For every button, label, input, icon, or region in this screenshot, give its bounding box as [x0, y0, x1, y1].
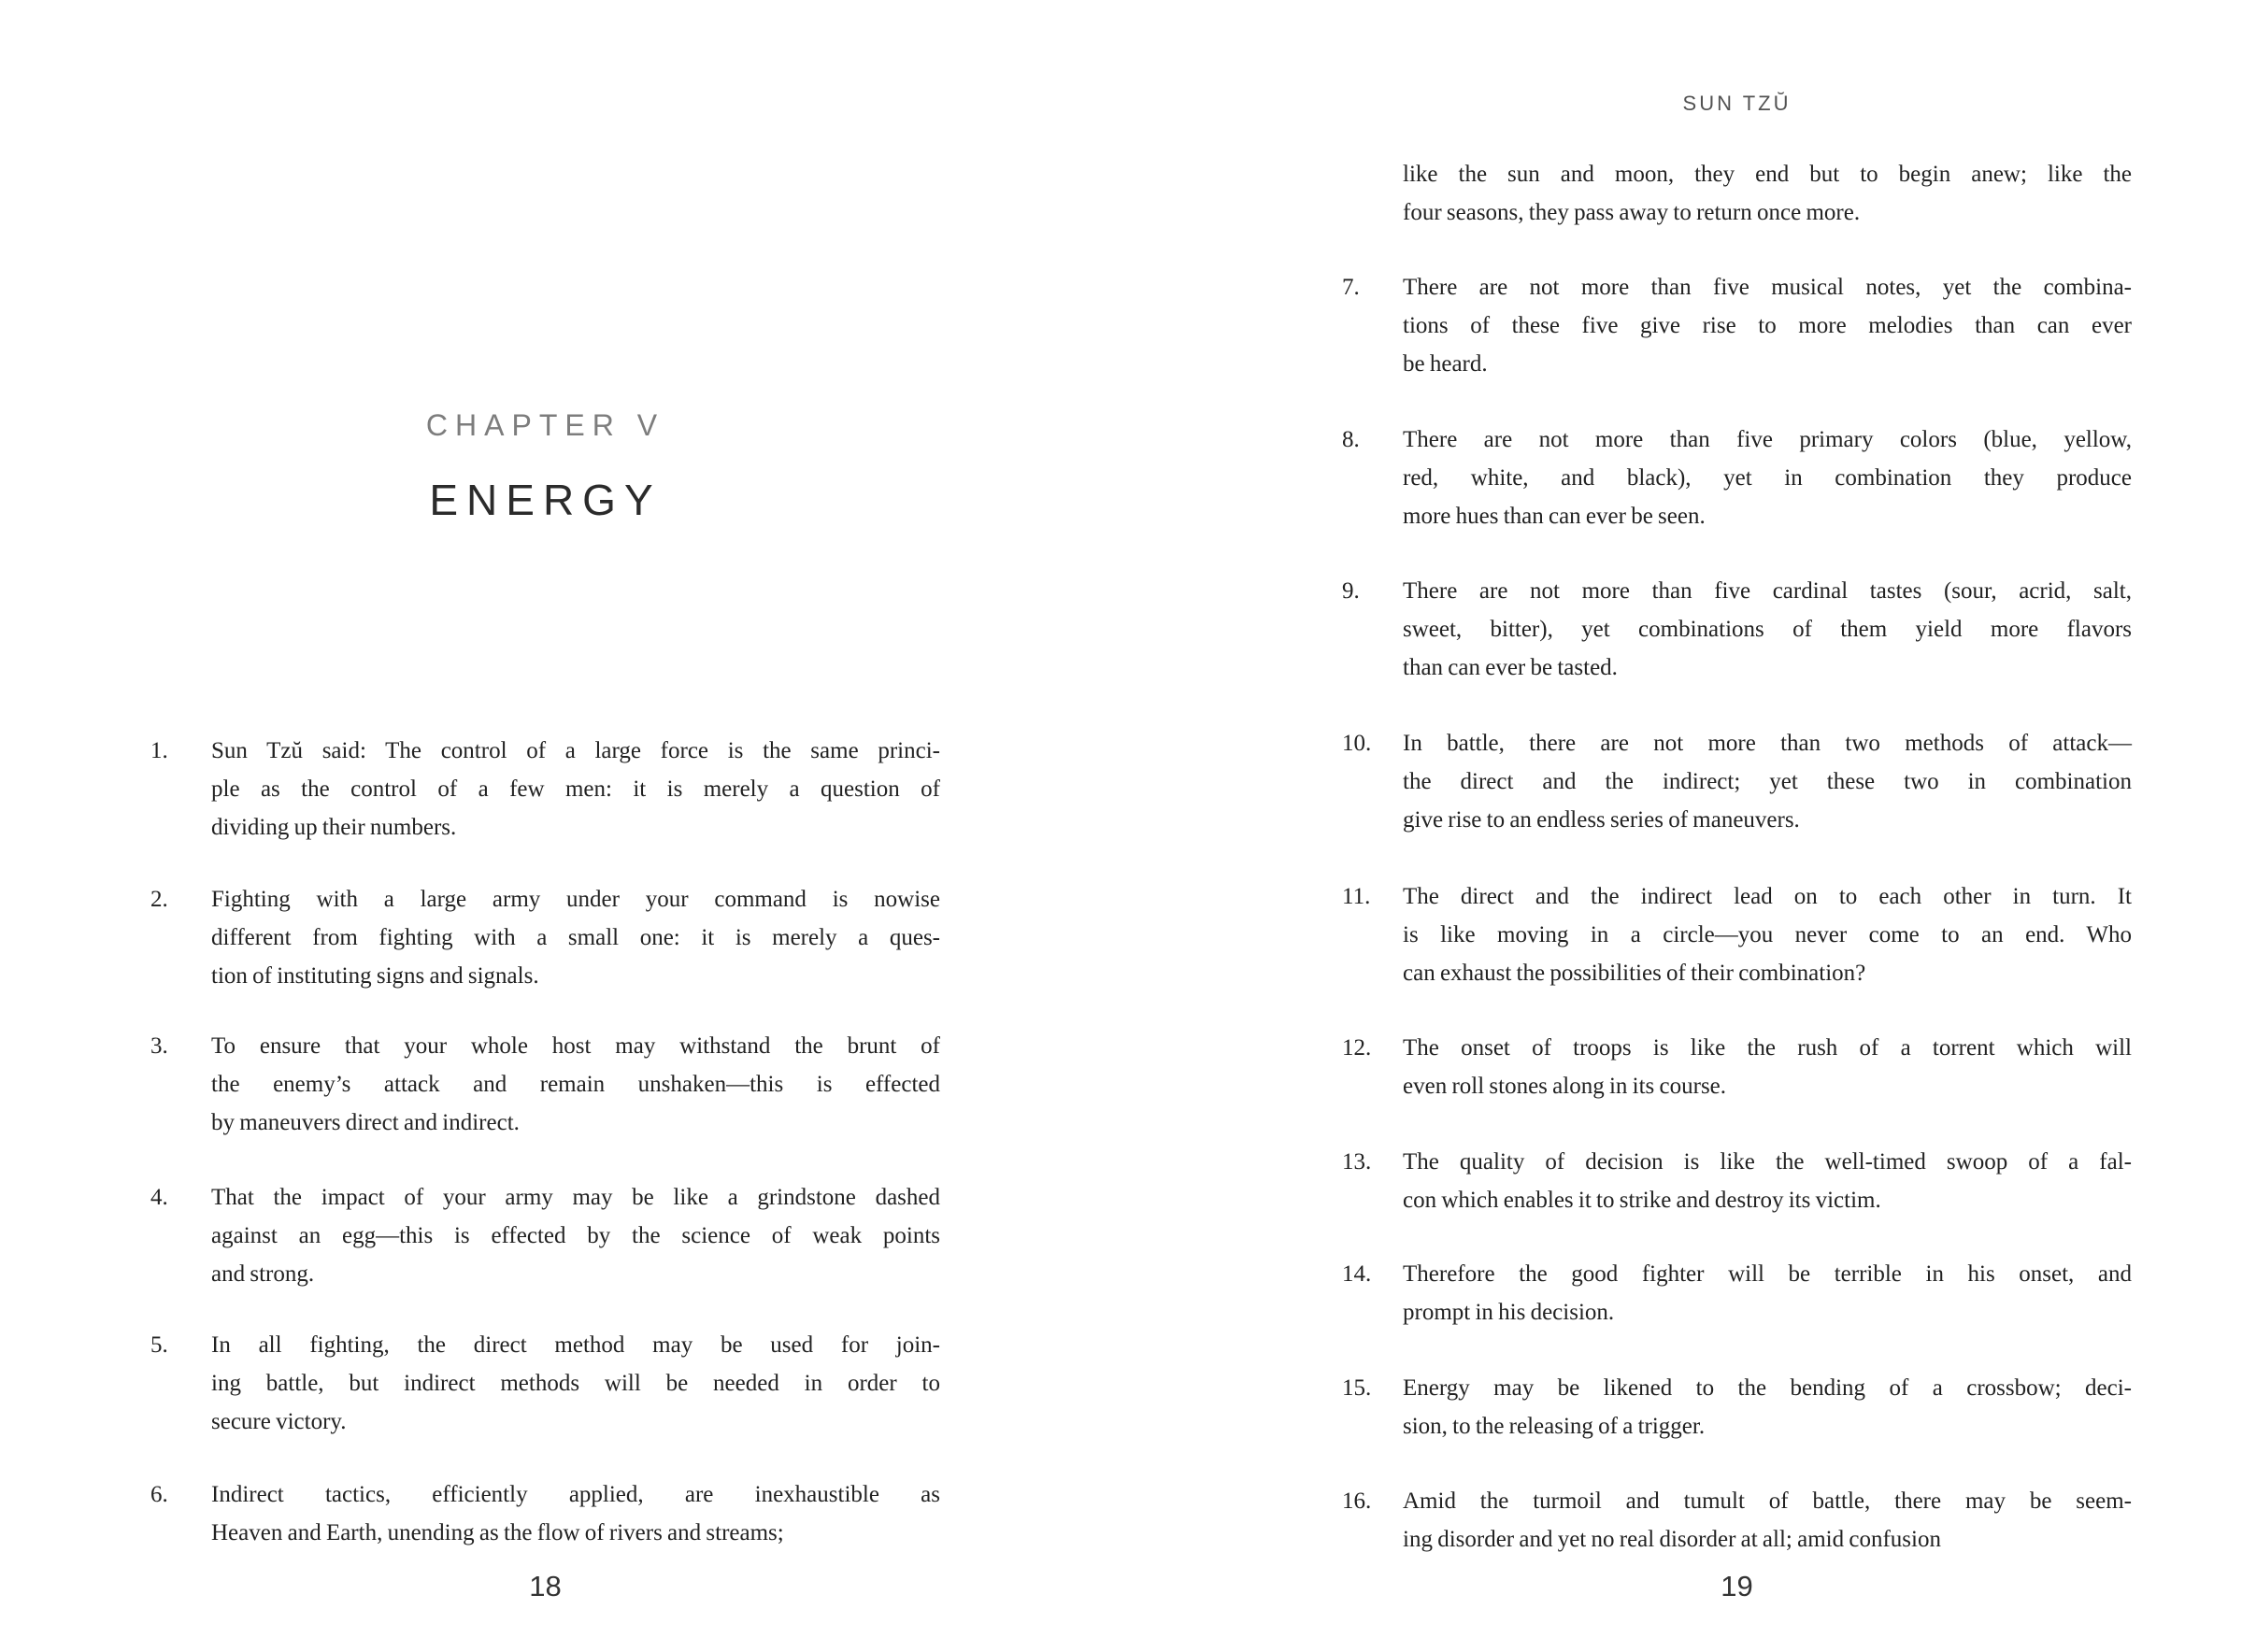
verse-number: 8.	[1342, 427, 1360, 452]
verse-text: Therefore the good fighter will be terrible in his onset, and prompt in his decision.	[1403, 1261, 2132, 1325]
verse-number: 10.	[1342, 731, 1372, 756]
verse-text: There are not more than five cardinal tastes (sour, acrid, salt, sweet, bitter), yet combinations of them yield more flavors than can ever be tasted.	[1403, 578, 2132, 680]
verse-text: That the impact of your army may be like a grindstone dashed against an egg—this is effected by the science of weak points and strong.	[211, 1185, 940, 1287]
verse-text: Fighting with a large army under your command is nowise different from fighting with a small one: it is merely a ques- tion of instituting signs and signals.	[211, 887, 940, 989]
verse-number: 7.	[1342, 275, 1360, 300]
verse-number: 1.	[150, 738, 168, 763]
verse-text: Energy may be likened to the bending of a crossbow; deci- sion, to the releasing of a trigger.	[1403, 1375, 2132, 1439]
verse-item-11	[1342, 877, 2132, 992]
page-number-left: 18	[529, 1570, 562, 1602]
verse-text: There are not more than five primary colors (blue, yellow, red, white, and black), yet in combination they produce more hues than can ever be seen.	[1403, 427, 2132, 529]
verse-number: 11.	[1342, 884, 1371, 909]
verse-number: 15.	[1342, 1375, 1372, 1401]
verse-item-10	[1342, 724, 2132, 839]
verse-text: Amid the turmoil and tumult of battle, there may be seem- ing disorder and yet no real disorder at all; amid confusion	[1403, 1488, 2132, 1552]
verse-number: 13.	[1342, 1149, 1372, 1175]
verse-text: In battle, there are not more than two methods of attack— the direct and the indirect; yet these two in combination give rise to an endless series of maneuvers.	[1403, 731, 2132, 833]
verse-item-1	[150, 732, 940, 847]
verse-text: Sun Tzŭ said: The control of a large force is the same princi- ple as the control of a few men: it is merely a question of dividing up their numbers.	[211, 738, 940, 840]
verse-text: There are not more than five musical notes, yet the combina- tions of these five give rise to more melodies than can ever be heard.	[1403, 275, 2132, 377]
verse-item-4	[150, 1178, 940, 1293]
verse-number: 16.	[1342, 1488, 1372, 1514]
verse-item-8	[1342, 420, 2132, 535]
verse-item-15	[1342, 1369, 2132, 1446]
verse-number: 5.	[150, 1332, 168, 1358]
verse-number: 4.	[150, 1185, 168, 1210]
verse-item-16	[1342, 1482, 2132, 1559]
verse-item-2	[150, 880, 940, 995]
verse-text: The quality of decision is like the well-timed swoop of a fal- con which enables it to strike and destroy its victim.	[1403, 1149, 2132, 1213]
verse-text: Indirect tactics, efficiently applied, are inexhaustible as Heaven and Earth, unending as the flow of rivers and streams;	[211, 1482, 940, 1545]
verse-item-5	[150, 1326, 940, 1441]
verse-continuation	[1342, 155, 2132, 232]
left-page	[150, 0, 940, 1652]
verse-number: 2.	[150, 887, 168, 912]
right-page	[1342, 0, 2132, 1652]
verse-number: 14.	[1342, 1261, 1372, 1287]
running-header: SUN TZŬ	[1682, 92, 1792, 115]
verse-number: 12.	[1342, 1035, 1372, 1061]
verse-item-7	[1342, 268, 2132, 383]
chapter-title: ENERGY	[429, 476, 662, 524]
verse-number: 9.	[1342, 578, 1360, 604]
verse-item-3	[150, 1027, 940, 1142]
verse-text: To ensure that your whole host may withstand the brunt of the enemy’s attack and remain unshaken—this is effected by maneuvers direct and indirect.	[211, 1033, 940, 1135]
verse-item-14	[1342, 1255, 2132, 1332]
verse-text: In all fighting, the direct method may be used for join- ing battle, but indirect methods will be needed in order to secure victory.	[211, 1332, 940, 1434]
verse-text: like the sun and moon, they end but to begin anew; like the four seasons, they pass away to return once more.	[1403, 162, 2132, 225]
verse-item-12	[1342, 1029, 2132, 1105]
verse-item-6	[150, 1475, 940, 1552]
page-number-right: 19	[1721, 1570, 1753, 1602]
verse-item-9	[1342, 572, 2132, 687]
verse-text: The direct and the indirect lead on to each other in turn. It is like moving in a circle—you never come to an end. Who can exhaust the possibilities of their combination?	[1403, 884, 2132, 986]
verse-text: The onset of troops is like the rush of a torrent which will even roll stones along in its course.	[1403, 1035, 2132, 1099]
verse-item-13	[1342, 1143, 2132, 1219]
verse-number: 3.	[150, 1033, 168, 1059]
chapter-label: CHAPTER V	[425, 408, 665, 442]
verse-number: 6.	[150, 1482, 168, 1507]
